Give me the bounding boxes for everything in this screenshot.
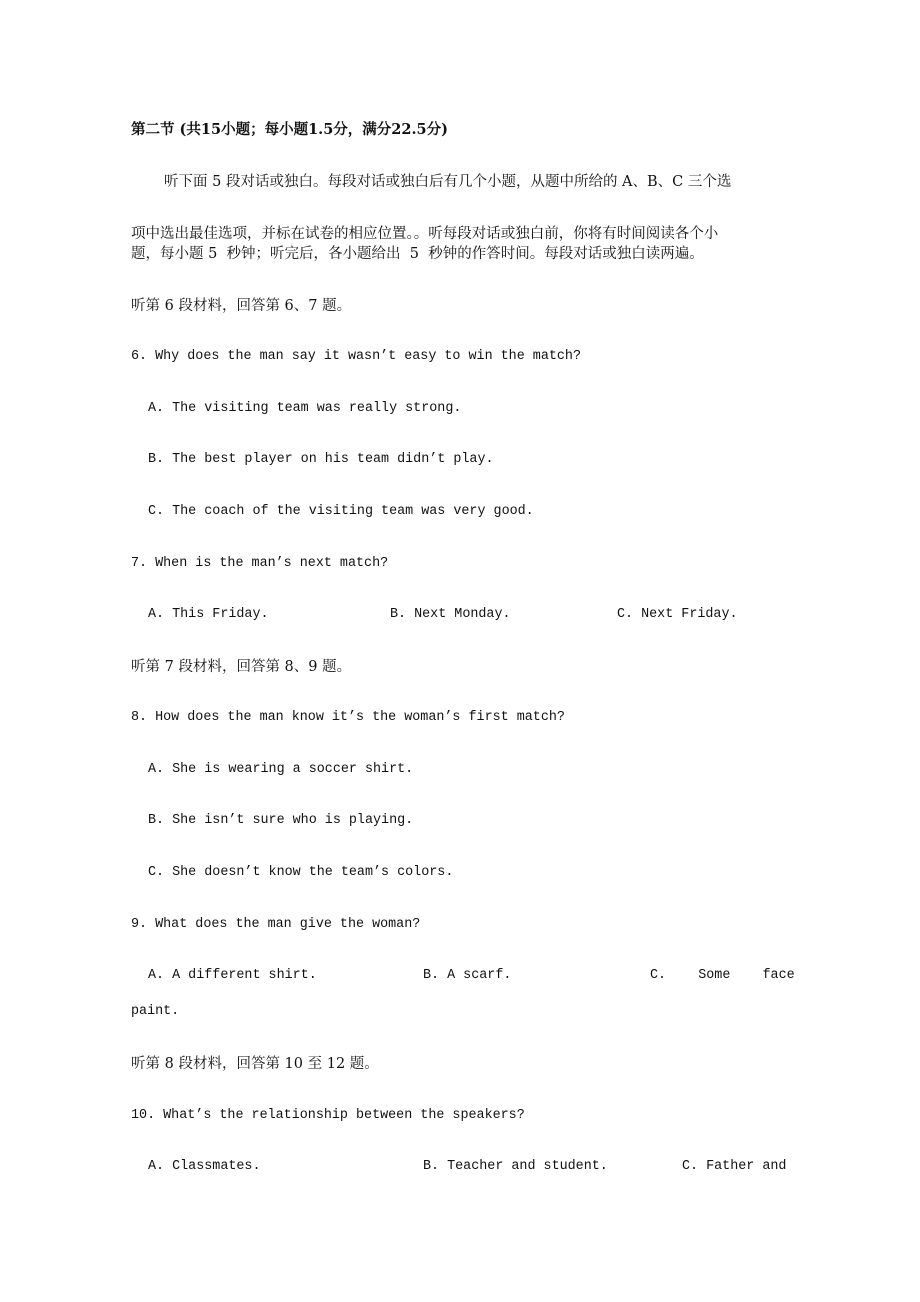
option: B. Teacher and student. — [423, 1159, 608, 1174]
group-intro: 听第 8 段材料，回答第 10 至 12 题。 — [131, 1056, 379, 1072]
group-intro: 听第 7 段材料，回答第 8、9 题。 — [131, 659, 352, 675]
option: B. Next Monday. — [390, 607, 511, 622]
group-intro: 听第 6 段材料，回答第 6、7 题。 — [131, 298, 352, 314]
question-stem: 7. When is the man’s next match? — [131, 556, 389, 571]
option: A. Classmates. — [148, 1159, 261, 1174]
option: A. A different shirt. — [148, 968, 317, 983]
option: B. She isn’t sure who is playing. — [148, 813, 414, 828]
option: C. Father and — [682, 1159, 787, 1174]
option: B. A scarf. — [423, 968, 512, 983]
option: C. Next Friday. — [617, 607, 738, 622]
option: C. The coach of the visiting team was very good. — [148, 504, 534, 519]
question-stem: 10. What’s the relationship between the speakers? — [131, 1108, 525, 1123]
option-continuation: paint. — [131, 1004, 180, 1019]
option: A. She is wearing a soccer shirt. — [148, 762, 414, 777]
instructions-line: 听下面 5 段对话或独白。每段对话或独白后有几个小题，从题中所给的 A、B、C 三个选 — [164, 174, 732, 190]
instructions-line: 项中选出最佳选项，并标在试卷的相应位置。。听每段对话或独白前，你将有时间阅读各个小 — [131, 226, 719, 242]
option: A. This Friday. — [148, 607, 269, 622]
option: B. The best player on his team didn’t play. — [148, 452, 494, 467]
section-title: 第二节 (共15小题；每小题1.5分，满分22.5分) — [131, 121, 448, 138]
question-stem: 6. Why does the man say it wasn’t easy to win the match? — [131, 349, 581, 364]
option: A. The visiting team was really strong. — [148, 401, 462, 416]
question-stem: 9. What does the man give the woman? — [131, 917, 421, 932]
option: C. She doesn’t know the team’s colors. — [148, 865, 454, 880]
option: C. Some face — [650, 968, 795, 983]
question-stem: 8. How does the man know it’s the woman’s first match? — [131, 710, 565, 725]
instructions-line: 题，每小题 5 秒钟；听完后，各小题给出 5 秒钟的作答时间。每段对话或独白读两遍。 — [131, 246, 704, 262]
